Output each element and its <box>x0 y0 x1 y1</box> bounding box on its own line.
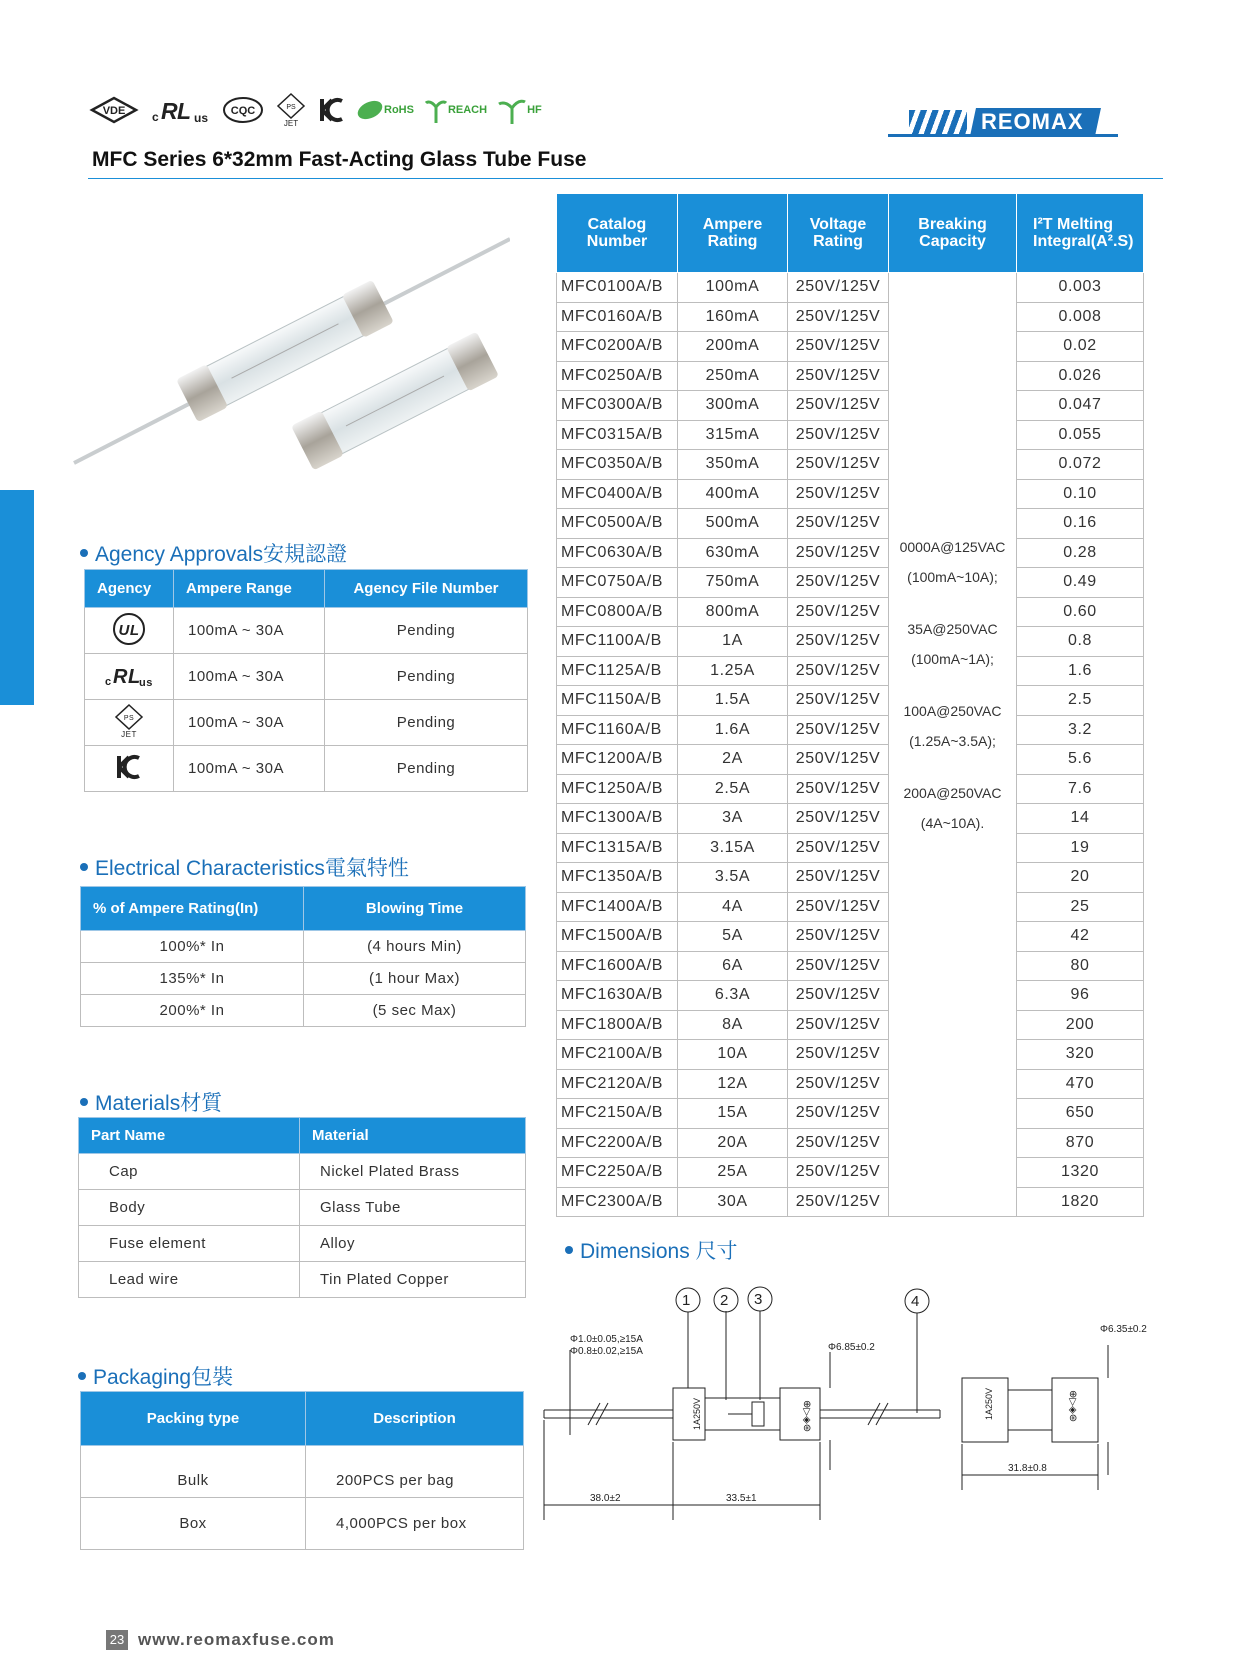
breaking-capacity-line: 100A@250VAC <box>903 702 1002 719</box>
callout-4-label: 4 <box>911 1293 920 1310</box>
i2t-value-cell: 80 <box>1017 951 1144 981</box>
fuse-length-label: 33.5±1 <box>726 1493 757 1504</box>
voltage-rating-cell: 250V/125V <box>788 686 889 716</box>
ampere-rating-cell: 1.25A <box>678 656 788 686</box>
voltage-rating-cell: 250V/125V <box>788 1128 889 1158</box>
blowing-time-cell: (1 hour Max) <box>304 963 526 995</box>
reomax-logo <box>909 108 1098 136</box>
cul-us-icon <box>150 95 212 125</box>
catalog-table <box>556 193 1144 1217</box>
file-number: Pending <box>325 654 528 700</box>
part-cell: Fuse element <box>79 1226 300 1262</box>
packing-type-cell: Bulk <box>81 1446 306 1498</box>
breaking-capacity-line: (1.25A~3.5A); <box>909 732 996 749</box>
agency-table <box>84 569 528 792</box>
voltage-rating-cell: 250V/125V <box>788 1069 889 1099</box>
catalog-number-cell: MFC2150A/B <box>557 1099 678 1129</box>
catalog-row <box>557 745 1144 775</box>
packaging-table <box>80 1391 524 1550</box>
ampere-rating-cell: 8A <box>678 1010 788 1040</box>
agency-heading: Agency Approvals安規認證 <box>80 538 347 568</box>
i2t-value-cell: 25 <box>1017 892 1144 922</box>
i2t-value-cell: 870 <box>1017 1128 1144 1158</box>
ampere-rating-cell: 15A <box>678 1099 788 1129</box>
voltage-rating-cell: 250V/125V <box>788 1010 889 1040</box>
logo-stripes <box>909 110 967 134</box>
col-catalog-number: Catalog Number <box>557 194 678 273</box>
blowing-time-cell: (4 hours Min) <box>304 931 526 963</box>
table-row <box>85 654 528 700</box>
i2t-value-cell: 0.10 <box>1017 479 1144 509</box>
ampere-range: 100mA ~ 30A <box>174 746 325 792</box>
svg-text:PS: PS <box>286 104 296 111</box>
ampere-rating-cell: 6A <box>678 951 788 981</box>
brand-name: REOMAX <box>981 109 1084 134</box>
title-divider <box>88 178 1163 179</box>
ampere-rating-cell: 3.15A <box>678 833 788 863</box>
i2t-value-cell: 650 <box>1017 1099 1144 1129</box>
col-i2t-melting-integral: I²T Melting Integral(A².S) <box>1017 194 1144 273</box>
svg-text:us: us <box>139 676 153 689</box>
catalog-number-cell: MFC1100A/B <box>557 627 678 657</box>
voltage-rating-cell: 250V/125V <box>788 922 889 952</box>
part-cell: Body <box>79 1190 300 1226</box>
rating-cell: 200%* In <box>81 995 304 1027</box>
catalog-row <box>557 656 1144 686</box>
table-row <box>79 1226 526 1262</box>
breaking-capacity-line: (100mA~1A); <box>911 650 994 667</box>
material-cell: Nickel Plated Brass <box>300 1154 526 1190</box>
catalog-number-cell: MFC0750A/B <box>557 568 678 598</box>
ampere-rating-cell: 3.5A <box>678 863 788 893</box>
col-material: Material <box>300 1118 526 1154</box>
part-cell: Cap <box>79 1154 300 1190</box>
voltage-rating-cell: 250V/125V <box>788 774 889 804</box>
catalog-number-cell: MFC1300A/B <box>557 804 678 834</box>
i2t-value-cell: 0.16 <box>1017 509 1144 539</box>
catalog-number-cell: MFC1800A/B <box>557 1010 678 1040</box>
table-row <box>79 1154 526 1190</box>
catalog-number-cell: MFC0250A/B <box>557 361 678 391</box>
catalog-row <box>557 302 1144 332</box>
catalog-row <box>557 361 1144 391</box>
body-length-label: 31.8±0.8 <box>1008 1463 1047 1474</box>
rating-cell: 100%* In <box>81 931 304 963</box>
callout-1-label: 1 <box>682 1292 691 1309</box>
bullet-icon <box>80 1098 88 1106</box>
ampere-rating-cell: 100mA <box>678 273 788 303</box>
ampere-rating-cell: 2A <box>678 745 788 775</box>
materials-heading: Materials材質 <box>80 1087 222 1117</box>
blowing-time-cell: (5 sec Max) <box>304 995 526 1027</box>
col-blowing-time: Blowing Time <box>304 887 526 931</box>
catalog-number-cell: MFC1200A/B <box>557 745 678 775</box>
bullet-icon <box>565 1246 573 1254</box>
col-packing-type: Packing type <box>81 1392 306 1446</box>
vde-icon <box>88 96 140 124</box>
catalog-number-cell: MFC1600A/B <box>557 951 678 981</box>
i2t-value-cell: 0.28 <box>1017 538 1144 568</box>
voltage-rating-cell: 250V/125V <box>788 273 889 303</box>
voltage-rating-cell: 250V/125V <box>788 833 889 863</box>
catalog-row <box>557 479 1144 509</box>
materials-table <box>78 1117 526 1298</box>
i2t-value-cell: 42 <box>1017 922 1144 952</box>
i2t-value-cell: 470 <box>1017 1069 1144 1099</box>
breaking-capacity-line: 200A@250VAC <box>903 784 1002 801</box>
catalog-row <box>557 804 1144 834</box>
voltage-rating-cell: 250V/125V <box>788 951 889 981</box>
catalog-number-cell: MFC0800A/B <box>557 597 678 627</box>
electrical-heading: Electrical Characteristics電氣特性 <box>80 852 409 882</box>
ampere-rating-cell: 800mA <box>678 597 788 627</box>
svg-text:VDE: VDE <box>102 105 126 117</box>
fuse-marking-2: 1A250V <box>984 1387 994 1420</box>
table-row <box>81 1498 524 1550</box>
breaking-capacity-line: (100mA~10A); <box>907 568 998 585</box>
catalog-number-cell: MFC0500A/B <box>557 509 678 539</box>
catalog-row <box>557 774 1144 804</box>
material-cell: Glass Tube <box>300 1190 526 1226</box>
ampere-range: 100mA ~ 30A <box>174 608 325 654</box>
catalog-number-cell: MFC1250A/B <box>557 774 678 804</box>
ampere-rating-cell: 300mA <box>678 391 788 421</box>
catalog-number-cell: MFC0160A/B <box>557 302 678 332</box>
catalog-number-cell: MFC0100A/B <box>557 273 678 303</box>
catalog-row <box>557 450 1144 480</box>
ampere-rating-cell: 200mA <box>678 332 788 362</box>
catalog-row <box>557 892 1144 922</box>
voltage-rating-cell: 250V/125V <box>788 538 889 568</box>
catalog-row <box>557 597 1144 627</box>
catalog-number-cell: MFC0350A/B <box>557 450 678 480</box>
col-agency-file-number: Agency File Number <box>325 570 528 608</box>
voltage-rating-cell: 250V/125V <box>788 892 889 922</box>
reach-icon: REACH <box>424 97 487 123</box>
svg-text:R: R <box>161 98 178 124</box>
ampere-rating-cell: 315mA <box>678 420 788 450</box>
fuse-marking: 1A250V <box>692 1397 702 1430</box>
voltage-rating-cell: 250V/125V <box>788 715 889 745</box>
catalog-number-cell: MFC0630A/B <box>557 538 678 568</box>
ampere-rating-cell: 630mA <box>678 538 788 568</box>
i2t-value-cell: 0.072 <box>1017 450 1144 480</box>
ampere-rating-cell: 12A <box>678 1069 788 1099</box>
col-breaking-capacity: Breaking Capacity <box>889 194 1017 273</box>
ampere-rating-cell: 500mA <box>678 509 788 539</box>
catalog-row <box>557 863 1144 893</box>
cqc-icon <box>222 95 264 125</box>
catalog-row <box>557 1010 1144 1040</box>
electrical-table <box>80 886 526 1027</box>
i2t-value-cell: 200 <box>1017 1010 1144 1040</box>
catalog-row <box>557 1040 1144 1070</box>
table-row <box>81 1446 524 1498</box>
bullet-icon <box>80 863 88 871</box>
rating-cell: 135%* In <box>81 963 304 995</box>
svg-text:RL: RL <box>113 665 141 688</box>
i2t-value-cell: 5.6 <box>1017 745 1144 775</box>
material-cell: Tin Plated Copper <box>300 1262 526 1298</box>
i2t-value-cell: 7.6 <box>1017 774 1144 804</box>
catalog-row <box>557 833 1144 863</box>
ampere-rating-cell: 250mA <box>678 361 788 391</box>
svg-text:c: c <box>152 110 159 124</box>
col-ampere-rating: Ampere Rating <box>678 194 788 273</box>
product-photo <box>70 235 510 475</box>
i2t-value-cell: 14 <box>1017 804 1144 834</box>
rohs-icon: RoHS <box>356 99 414 121</box>
i2t-value-cell: 0.49 <box>1017 568 1144 598</box>
cul-us-icon <box>104 661 154 689</box>
ampere-rating-cell: 1.5A <box>678 686 788 716</box>
voltage-rating-cell: 250V/125V <box>788 1158 889 1188</box>
voltage-rating-cell: 250V/125V <box>788 302 889 332</box>
lead-diameter-label-2: Φ0.8±0.02,≥15A <box>570 1346 643 1357</box>
i2t-value-cell: 2.5 <box>1017 686 1144 716</box>
i2t-value-cell: 320 <box>1017 1040 1144 1070</box>
i2t-value-cell: 0.8 <box>1017 627 1144 657</box>
catalog-row <box>557 1069 1144 1099</box>
table-row <box>81 995 526 1027</box>
svg-text:c: c <box>105 675 112 688</box>
catalog-number-cell: MFC1160A/B <box>557 715 678 745</box>
voltage-rating-cell: 250V/125V <box>788 1040 889 1070</box>
voltage-rating-cell: 250V/125V <box>788 450 889 480</box>
hf-icon: HF <box>497 96 542 124</box>
body-diameter-label: Φ6.35±0.2 <box>1100 1324 1147 1335</box>
svg-text:CQC: CQC <box>230 105 256 117</box>
voltage-rating-cell: 250V/125V <box>788 568 889 598</box>
dimensions-heading: Dimensions 尺寸 <box>565 1235 738 1265</box>
page-title: MFC Series 6*32mm Fast-Acting Glass Tube Fuse <box>92 148 587 171</box>
voltage-rating-cell: 250V/125V <box>788 391 889 421</box>
catalog-row <box>557 332 1144 362</box>
breaking-capacity-line: 0000A@125VAC <box>899 538 1006 555</box>
i2t-value-cell: 1320 <box>1017 1158 1144 1188</box>
i2t-value-cell: 0.047 <box>1017 391 1144 421</box>
ampere-range: 100mA ~ 30A <box>174 654 325 700</box>
callout-3-label: 3 <box>754 1291 763 1308</box>
file-number: Pending <box>325 608 528 654</box>
file-number: Pending <box>325 746 528 792</box>
catalog-number-cell: MFC1315A/B <box>557 833 678 863</box>
table-row <box>85 746 528 792</box>
ampere-rating-cell: 1A <box>678 627 788 657</box>
catalog-row <box>557 538 1144 568</box>
table-row <box>85 608 528 654</box>
footer <box>106 1630 335 1650</box>
catalog-number-cell: MFC1400A/B <box>557 892 678 922</box>
catalog-row <box>557 627 1144 657</box>
catalog-row <box>557 1099 1144 1129</box>
catalog-body <box>557 273 1144 1217</box>
website-link[interactable]: www.reomaxfuse.com <box>138 1630 335 1649</box>
svg-text:JET: JET <box>121 729 137 739</box>
table-row <box>85 700 528 746</box>
i2t-value-cell: 0.60 <box>1017 597 1144 627</box>
ul-icon <box>112 612 146 646</box>
voltage-rating-cell: 250V/125V <box>788 981 889 1011</box>
svg-text:L: L <box>177 98 192 124</box>
catalog-row <box>557 1128 1144 1158</box>
voltage-rating-cell: 250V/125V <box>788 804 889 834</box>
svg-text:JET: JET <box>283 119 299 128</box>
ampere-rating-cell: 6.3A <box>678 981 788 1011</box>
catalog-number-cell: MFC2250A/B <box>557 1158 678 1188</box>
i2t-value-cell: 1.6 <box>1017 656 1144 686</box>
page-number: 23 <box>106 1630 128 1650</box>
ampere-rating-cell: 25A <box>678 1158 788 1188</box>
catalog-number-cell: MFC2200A/B <box>557 1128 678 1158</box>
lead-length-label: 38.0±2 <box>590 1493 621 1504</box>
dimension-drawing <box>540 1270 1180 1520</box>
catalog-row <box>557 686 1144 716</box>
catalog-row <box>557 922 1144 952</box>
kc-icon <box>318 95 346 125</box>
cap-diameter-label: Φ6.85±0.2 <box>828 1342 875 1353</box>
i2t-value-cell: 0.003 <box>1017 273 1144 303</box>
catalog-number-cell: MFC1350A/B <box>557 863 678 893</box>
table-row <box>79 1190 526 1226</box>
catalog-number-cell: MFC2100A/B <box>557 1040 678 1070</box>
cap-cert-marks-2: ⊕▷◈⊛ <box>1067 1390 1078 1423</box>
breaking-capacity-line: (4A~10A). <box>920 814 985 831</box>
catalog-number-cell: MFC1125A/B <box>557 656 678 686</box>
packaging-heading: Packaging包裝 <box>78 1361 233 1391</box>
catalog-row <box>557 420 1144 450</box>
col-voltage-rating: Voltage Rating <box>788 194 889 273</box>
col-description: Description <box>306 1392 524 1446</box>
breaking-capacity-line: 35A@250VAC <box>907 620 998 637</box>
voltage-rating-cell: 250V/125V <box>788 627 889 657</box>
col-agency: Agency <box>85 570 174 608</box>
voltage-rating-cell: 250V/125V <box>788 361 889 391</box>
kc-icon <box>115 752 143 782</box>
col-part-name: Part Name <box>79 1118 300 1154</box>
breaking-capacity-cell <box>889 273 1017 1217</box>
i2t-value-cell: 19 <box>1017 833 1144 863</box>
ampere-rating-cell: 400mA <box>678 479 788 509</box>
svg-text:UL: UL <box>118 621 140 639</box>
table-row <box>81 963 526 995</box>
i2t-value-cell: 0.055 <box>1017 420 1144 450</box>
catalog-number-cell: MFC1150A/B <box>557 686 678 716</box>
logo-underline <box>888 134 1118 137</box>
catalog-number-cell: MFC0300A/B <box>557 391 678 421</box>
catalog-number-cell: MFC1630A/B <box>557 981 678 1011</box>
table-row <box>81 931 526 963</box>
cap-cert-marks: ⊕▷◈⊛ <box>801 1400 812 1433</box>
part-cell: Lead wire <box>79 1262 300 1298</box>
i2t-value-cell: 0.026 <box>1017 361 1144 391</box>
ampere-rating-cell: 5A <box>678 922 788 952</box>
voltage-rating-cell: 250V/125V <box>788 509 889 539</box>
side-tab <box>0 490 34 705</box>
ampere-rating-cell: 20A <box>678 1128 788 1158</box>
ampere-rating-cell: 10A <box>678 1040 788 1070</box>
i2t-value-cell: 1820 <box>1017 1187 1144 1217</box>
catalog-number-cell: MFC0200A/B <box>557 332 678 362</box>
catalog-row <box>557 509 1144 539</box>
voltage-rating-cell: 250V/125V <box>788 420 889 450</box>
callout-2-label: 2 <box>720 1292 729 1309</box>
catalog-row <box>557 1158 1144 1188</box>
catalog-row <box>557 951 1144 981</box>
pse-icon <box>112 703 146 739</box>
catalog-number-cell: MFC2120A/B <box>557 1069 678 1099</box>
voltage-rating-cell: 250V/125V <box>788 597 889 627</box>
voltage-rating-cell: 250V/125V <box>788 1187 889 1217</box>
file-number: Pending <box>325 700 528 746</box>
description-cell: 200PCS per bag <box>306 1446 524 1498</box>
ampere-rating-cell: 750mA <box>678 568 788 598</box>
voltage-rating-cell: 250V/125V <box>788 479 889 509</box>
voltage-rating-cell: 250V/125V <box>788 1099 889 1129</box>
ampere-rating-cell: 160mA <box>678 302 788 332</box>
ampere-rating-cell: 350mA <box>678 450 788 480</box>
lead-diameter-label-1: Φ1.0±0.05,≥15A <box>570 1334 643 1345</box>
catalog-number-cell: MFC0400A/B <box>557 479 678 509</box>
i2t-value-cell: 20 <box>1017 863 1144 893</box>
catalog-number-cell: MFC1500A/B <box>557 922 678 952</box>
ampere-range: 100mA ~ 30A <box>174 700 325 746</box>
voltage-rating-cell: 250V/125V <box>788 332 889 362</box>
col-ampere-rating: % of Ampere Rating(In) <box>81 887 304 931</box>
table-row <box>79 1262 526 1298</box>
certification-marks <box>88 90 542 130</box>
svg-text:PS: PS <box>123 714 135 722</box>
catalog-row <box>557 391 1144 421</box>
i2t-value-cell: 0.008 <box>1017 302 1144 332</box>
voltage-rating-cell: 250V/125V <box>788 745 889 775</box>
i2t-value-cell: 0.02 <box>1017 332 1144 362</box>
catalog-number-cell: MFC0315A/B <box>557 420 678 450</box>
catalog-row <box>557 273 1144 303</box>
bullet-icon <box>80 549 88 557</box>
i2t-value-cell: 96 <box>1017 981 1144 1011</box>
ampere-rating-cell: 4A <box>678 892 788 922</box>
ampere-rating-cell: 30A <box>678 1187 788 1217</box>
svg-text:us: us <box>194 111 209 125</box>
voltage-rating-cell: 250V/125V <box>788 863 889 893</box>
catalog-row <box>557 715 1144 745</box>
description-cell: 4,000PCS per box <box>306 1498 524 1550</box>
catalog-row <box>557 981 1144 1011</box>
ampere-rating-cell: 3A <box>678 804 788 834</box>
i2t-value-cell: 3.2 <box>1017 715 1144 745</box>
voltage-rating-cell: 250V/125V <box>788 656 889 686</box>
bullet-icon <box>78 1372 86 1380</box>
ampere-rating-cell: 1.6A <box>678 715 788 745</box>
pse-jet-icon <box>274 92 308 128</box>
catalog-row <box>557 568 1144 598</box>
ampere-rating-cell: 2.5A <box>678 774 788 804</box>
catalog-row <box>557 1187 1144 1217</box>
catalog-number-cell: MFC2300A/B <box>557 1187 678 1217</box>
col-ampere-range: Ampere Range <box>174 570 325 608</box>
material-cell: Alloy <box>300 1226 526 1262</box>
packing-type-cell: Box <box>81 1498 306 1550</box>
